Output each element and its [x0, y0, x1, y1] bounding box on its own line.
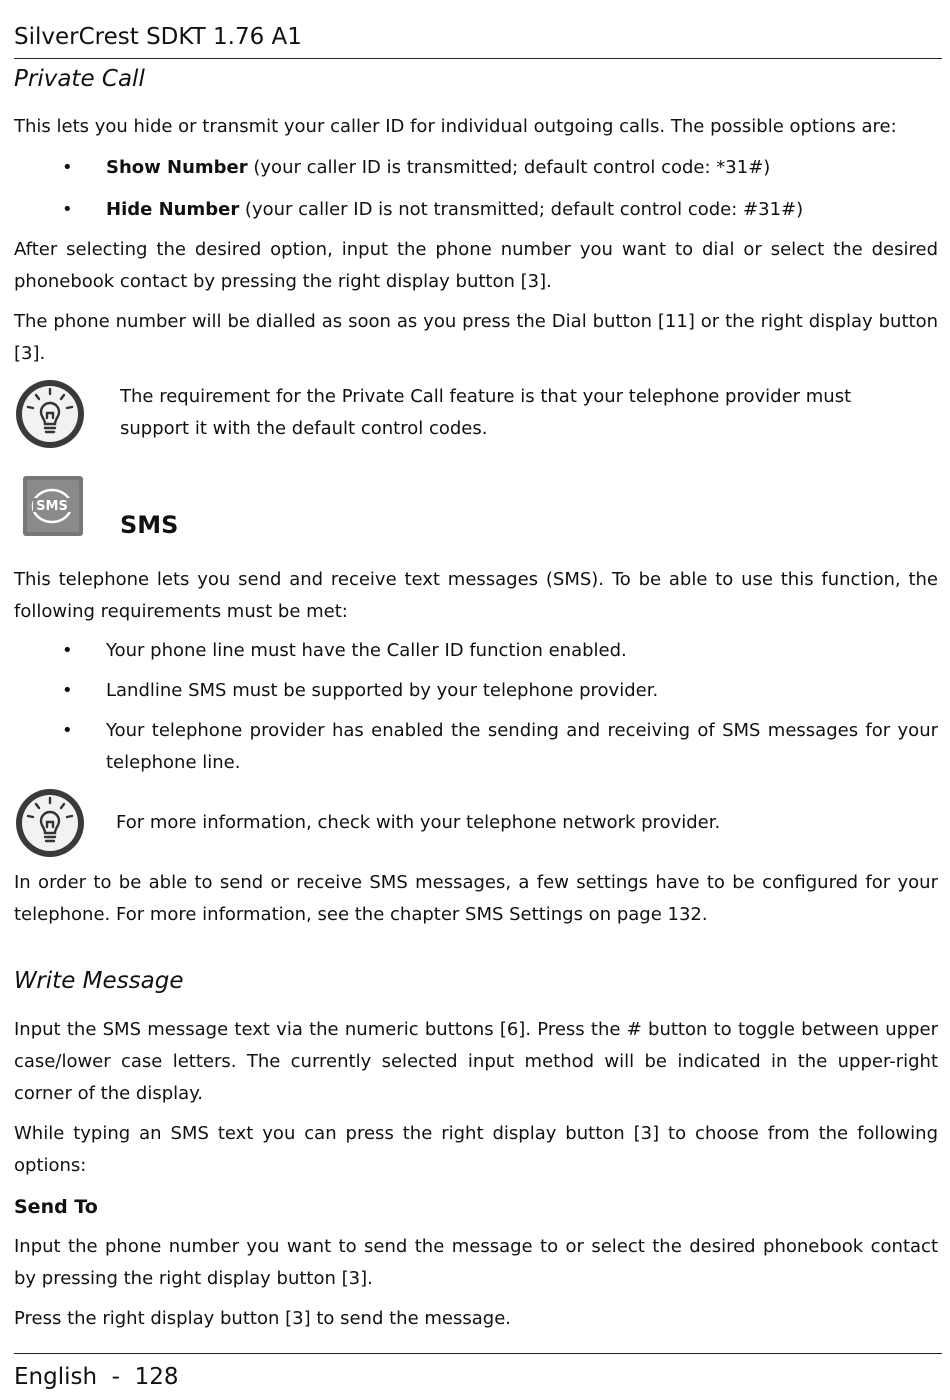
send-to-paragraph-2: Press the right display button [3] to send the message.: [14, 1308, 511, 1329]
header-divider: [14, 58, 942, 59]
bullet: •: [62, 720, 73, 741]
sms-note: For more information, check with your telephone network provider.: [116, 812, 721, 833]
option-label: Hide Number: [106, 199, 240, 220]
bullet: •: [62, 680, 73, 701]
private-call-intro: This lets you hide or transmit your caller ID for individual outgoing calls. The possible options are:: [14, 116, 897, 137]
option-show-number: [106, 152, 938, 184]
private-call-heading: Private Call: [14, 66, 145, 92]
sms-requirement: Landline SMS must be supported by your telephone provider.: [106, 680, 659, 701]
sms-icon-label: SMS: [36, 499, 68, 514]
private-call-paragraph-1: After selecting the desired option, input the phone number you want to dial or select the desired phonebook contact by pressing the right display button [3].: [14, 239, 938, 292]
sms-intro: This telephone lets you send and receive text messages (SMS). To be able to use this function, the following requirements must be met:: [14, 569, 938, 622]
sms-settings-paragraph: In order to be able to send or receive SMS messages, a few settings have to be configured for your telephone. For more information, see the chapter SMS Settings on page 132.: [14, 872, 938, 925]
sms-heading: SMS: [120, 511, 179, 539]
send-to-heading: Send To: [14, 1196, 98, 1218]
option-label: Show Number: [106, 157, 248, 178]
bullet: •: [62, 640, 73, 661]
document-title: SilverCrest SDKT 1.76 A1: [14, 24, 302, 50]
option-hide-number: [106, 194, 938, 226]
sms-requirement: Your phone line must have the Caller ID function enabled.: [106, 640, 627, 661]
page-footer: English - 128: [14, 1364, 179, 1390]
sms-icon: [23, 476, 83, 536]
bullet: •: [62, 157, 73, 178]
lightbulb-icon: [14, 378, 86, 450]
footer-divider: [14, 1353, 942, 1354]
write-message-heading: Write Message: [14, 968, 184, 994]
option-description: (your caller ID is not transmitted; default control code: #31#): [239, 199, 804, 220]
sms-requirement: Your telephone provider has enabled the sending and receiving of SMS messages for your telephone line.: [106, 720, 938, 773]
private-call-note: The requirement for the Private Call feature is that your telephone provider must support it with the default control codes.: [120, 386, 852, 439]
write-message-paragraph-2: While typing an SMS text you can press the right display button [3] to choose from the following options:: [14, 1123, 938, 1176]
option-description: (your caller ID is transmitted; default control code: *31#): [247, 157, 771, 178]
bullet: •: [62, 199, 73, 220]
write-message-paragraph-1: Input the SMS message text via the numeric buttons [6]. Press the # button to toggle between upper case/lower case letters. The currently selected input method will be indicated in the upper-right corner of the display.: [14, 1019, 938, 1104]
send-to-paragraph-1: Input the phone number you want to send the message to or select the desired phonebook contact by pressing the right display button [3].: [14, 1236, 938, 1289]
private-call-paragraph-2: The phone number will be dialled as soon as you press the Dial button [11] or the right display button [3].: [14, 311, 938, 364]
lightbulb-icon: [14, 787, 86, 859]
